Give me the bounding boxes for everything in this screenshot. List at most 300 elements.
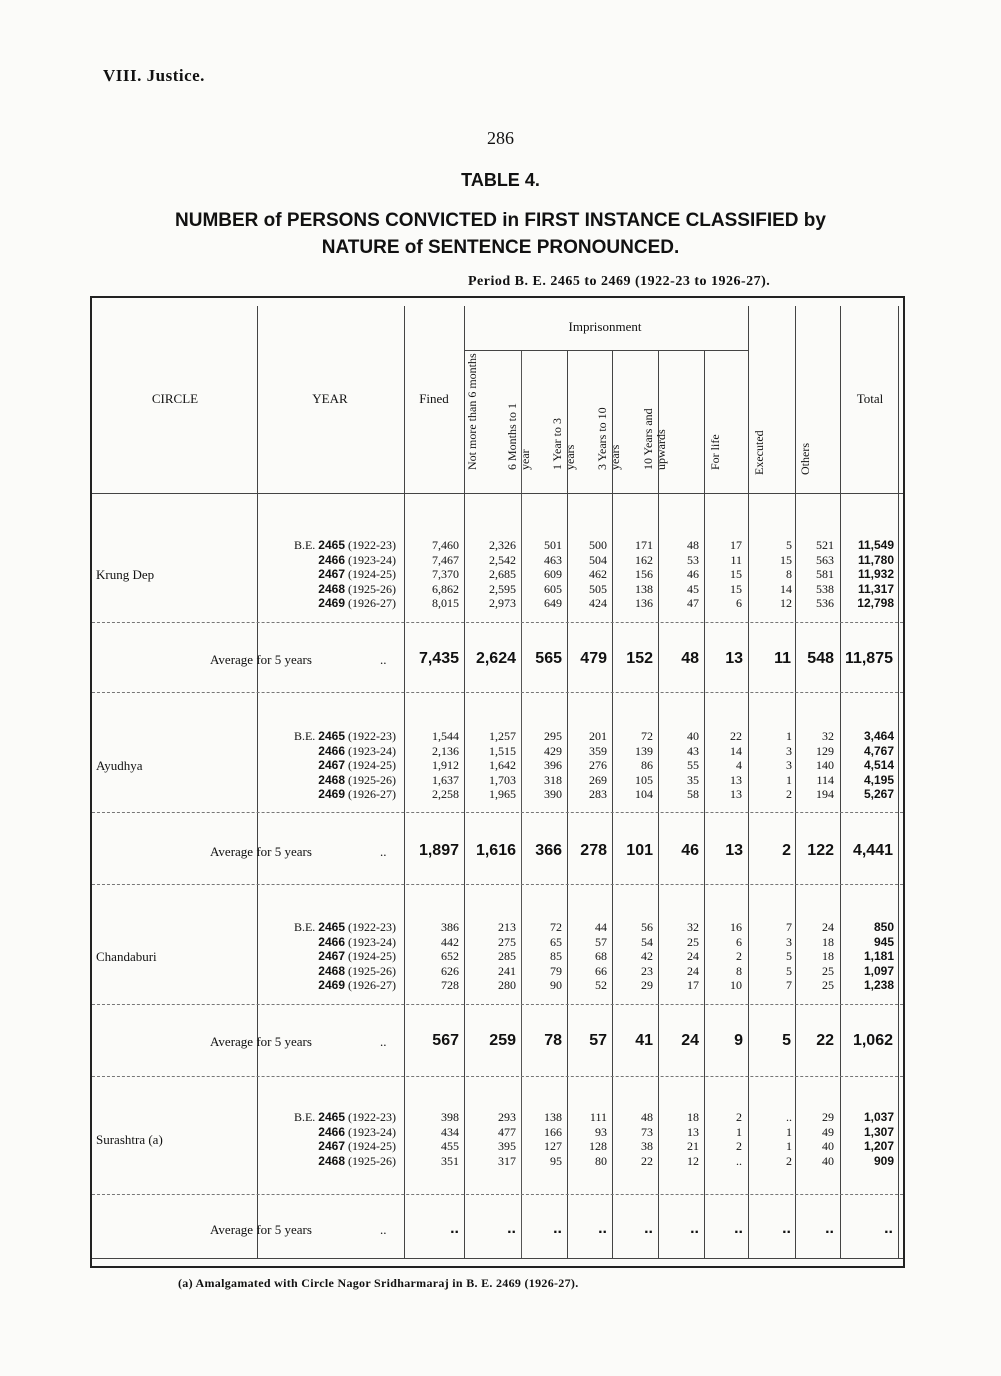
average-cell: 259 xyxy=(489,1032,516,1049)
col-header-c5: 10 Years and upwards xyxy=(641,408,668,470)
c5-cell: 45 xyxy=(687,581,699,596)
c3-cell: 269 xyxy=(589,772,607,787)
fined-cell: 652 xyxy=(441,949,459,963)
average-label: Average for 5 years xyxy=(210,1034,312,1049)
executed-cell: 7 xyxy=(786,920,792,934)
c3-cell: 505 xyxy=(589,581,607,596)
total-cell: 1,037 xyxy=(863,1110,894,1124)
c2-cell: 166 xyxy=(544,1124,562,1139)
total-cell: 945 xyxy=(873,934,894,949)
average-cell: 9 xyxy=(734,1032,743,1049)
c4-cell: 42 xyxy=(641,949,653,963)
average-cell: .. xyxy=(782,1220,791,1237)
fined-cell: 386 xyxy=(441,920,459,934)
executed-cell: 7 xyxy=(786,978,792,992)
c5-cell: 47 xyxy=(687,596,699,610)
c5-cell: 13 xyxy=(687,1124,699,1139)
average-cell: 13 xyxy=(725,842,743,859)
c3-cell: 201 xyxy=(589,729,607,743)
col-header-c2: 6 Months to 1 year xyxy=(505,402,532,470)
year-cell: 2466 (1923-24) xyxy=(318,1124,396,1139)
c5-cell: 43 xyxy=(687,743,699,758)
c6-cell: .. xyxy=(736,1153,742,1168)
c5-cell: 32 xyxy=(687,920,699,934)
col-header-executed: Executed xyxy=(752,430,766,475)
fined-cell: 7,460 xyxy=(432,538,459,552)
c6-cell: 2 xyxy=(736,1110,742,1124)
section-title: VIII. Justice. xyxy=(103,66,205,85)
col-divider xyxy=(704,350,705,1258)
year-cell: 2468 (1925-26) xyxy=(318,963,396,978)
average-label: Average for 5 years xyxy=(210,844,312,859)
c4-cell: 86 xyxy=(641,758,653,772)
total-cell: 3,464 xyxy=(863,729,894,743)
col-header-total: Total xyxy=(856,391,884,406)
average-cell: .. xyxy=(507,1220,516,1237)
c2-cell: 318 xyxy=(544,772,562,787)
c4-cell: 23 xyxy=(641,963,653,978)
c1-cell: 395 xyxy=(498,1139,516,1153)
average-cell: 4,441 xyxy=(852,842,893,859)
c3-cell: 500 xyxy=(589,538,607,552)
c2-cell: 396 xyxy=(544,758,562,772)
col-divider xyxy=(404,306,405,1258)
c6-cell: 2 xyxy=(736,949,742,963)
others-cell: 18 xyxy=(822,934,834,949)
executed-cell: 12 xyxy=(780,596,792,610)
c1-cell: 2,542 xyxy=(489,552,516,567)
fined-cell: 434 xyxy=(441,1124,459,1139)
average-cell: 548 xyxy=(807,650,834,667)
executed-cell: 3 xyxy=(786,758,792,772)
c5-cell: 24 xyxy=(687,963,699,978)
year-cell: 2467 (1924-25) xyxy=(318,1139,396,1153)
total-cell: 4,767 xyxy=(863,743,894,758)
average-label: Average for 5 years xyxy=(210,1222,312,1237)
c2-cell: 72 xyxy=(550,920,562,934)
c4-cell: 38 xyxy=(641,1139,653,1153)
year-cell: 2467 (1924-25) xyxy=(318,567,396,581)
average-cell: .. xyxy=(598,1220,607,1237)
c6-cell: 14 xyxy=(730,743,742,758)
c2-cell: 138 xyxy=(544,1110,562,1124)
fined-cell: 6,862 xyxy=(432,581,459,596)
c4-cell: 105 xyxy=(635,772,653,787)
executed-cell: 2 xyxy=(786,1153,792,1168)
c6-cell: 6 xyxy=(736,596,742,610)
average-cell: 479 xyxy=(580,650,607,667)
row-separator xyxy=(92,1004,903,1005)
c6-cell: 10 xyxy=(730,978,742,992)
average-cell: 11,875 xyxy=(844,650,893,667)
fined-cell: 351 xyxy=(441,1153,459,1168)
c2-cell: 390 xyxy=(544,787,562,801)
row-separator xyxy=(92,812,903,813)
fined-cell: 728 xyxy=(441,978,459,992)
c5-cell: 55 xyxy=(687,758,699,772)
others-cell: 140 xyxy=(816,758,834,772)
c6-cell: 1 xyxy=(736,1124,742,1139)
executed-cell: 1 xyxy=(786,1139,792,1153)
row-separator xyxy=(92,1194,903,1195)
c6-cell: 4 xyxy=(736,758,742,772)
total-cell: 12,798 xyxy=(857,596,894,610)
c6-cell: 13 xyxy=(730,787,742,801)
fined-cell: 442 xyxy=(441,934,459,949)
executed-cell: 2 xyxy=(786,787,792,801)
c3-cell: 52 xyxy=(595,978,607,992)
executed-cell: 5 xyxy=(786,963,792,978)
c4-cell: 171 xyxy=(635,538,653,552)
c5-cell: 17 xyxy=(687,978,699,992)
average-cell: 1,897 xyxy=(418,842,459,859)
c4-cell: 29 xyxy=(641,978,653,992)
others-cell: 581 xyxy=(816,567,834,581)
c3-cell: 93 xyxy=(595,1124,607,1139)
others-cell: 49 xyxy=(822,1124,834,1139)
fined-cell: 1,912 xyxy=(432,758,459,772)
average-cell: 13 xyxy=(725,650,743,667)
c4-cell: 162 xyxy=(635,552,653,567)
c1-cell: 280 xyxy=(498,978,516,992)
col-divider xyxy=(521,350,522,1258)
c4-cell: 104 xyxy=(635,787,653,801)
year-cell: 2468 (1925-26) xyxy=(318,772,396,787)
c5-cell: 24 xyxy=(687,949,699,963)
fined-cell: 7,370 xyxy=(432,567,459,581)
average-cell: 11 xyxy=(774,650,791,667)
row-separator xyxy=(92,622,903,623)
table-bottom-rule xyxy=(92,1258,903,1259)
c4-cell: 56 xyxy=(641,920,653,934)
circle-name: Surashtra (a) xyxy=(96,1131,163,1147)
c2-cell: 79 xyxy=(550,963,562,978)
total-cell: 1,097 xyxy=(863,963,894,978)
average-cell: 2,624 xyxy=(475,650,516,667)
fined-cell: 7,467 xyxy=(432,552,459,567)
c6-cell: 6 xyxy=(736,934,742,949)
others-cell: 25 xyxy=(822,978,834,992)
executed-cell: .. xyxy=(786,1110,792,1124)
col-header-c4: 3 Years to 10 years xyxy=(595,407,622,470)
c3-cell: 111 xyxy=(589,1110,607,1124)
average-cell: .. xyxy=(734,1220,743,1237)
c3-cell: 462 xyxy=(589,567,607,581)
c6-cell: 15 xyxy=(730,581,742,596)
others-cell: 521 xyxy=(816,538,834,552)
c4-cell: 136 xyxy=(635,596,653,610)
row-separator xyxy=(92,692,903,693)
col-divider xyxy=(658,350,659,1258)
c3-cell: 504 xyxy=(589,552,607,567)
average-cell: 2 xyxy=(782,842,791,859)
average-dots: .. xyxy=(380,844,387,859)
c3-cell: 57 xyxy=(595,934,607,949)
total-cell: 11,549 xyxy=(857,538,894,552)
imprisonment-underline xyxy=(464,350,748,351)
c2-cell: 429 xyxy=(544,743,562,758)
c3-cell: 80 xyxy=(595,1153,607,1168)
c2-cell: 127 xyxy=(544,1139,562,1153)
c1-cell: 2,973 xyxy=(489,596,516,610)
year-cell: B.E. 2465 (1922-23) xyxy=(293,538,396,552)
c6-cell: 13 xyxy=(730,772,742,787)
c3-cell: 283 xyxy=(589,787,607,801)
fined-cell: 2,258 xyxy=(432,787,459,801)
c1-cell: 275 xyxy=(498,934,516,949)
total-cell: 1,238 xyxy=(863,978,894,992)
c2-cell: 65 xyxy=(550,934,562,949)
executed-cell: 15 xyxy=(780,552,792,567)
circle-name: Krung Dep xyxy=(96,567,155,582)
average-dots: .. xyxy=(380,652,387,667)
others-cell: 25 xyxy=(822,963,834,978)
total-cell: 1,181 xyxy=(863,949,894,963)
total-cell: 11,780 xyxy=(857,552,894,567)
footnote: (a) Amalgamated with Circle Nagor Sridharmaraj in B. E. 2469 (1926-27). xyxy=(178,1276,579,1290)
col-divider xyxy=(567,350,568,1258)
year-cell: B.E. 2465 (1922-23) xyxy=(293,920,396,934)
c2-cell: 501 xyxy=(544,538,562,552)
average-cell: 1,062 xyxy=(852,1032,893,1049)
average-dots: .. xyxy=(380,1034,387,1049)
c2-cell: 85 xyxy=(550,949,562,963)
c4-cell: 139 xyxy=(635,743,653,758)
col-header-c3: 1 Year to 3 years xyxy=(550,417,577,470)
others-cell: 24 xyxy=(822,920,834,934)
c2-cell: 649 xyxy=(544,596,562,610)
col-header-others: Others xyxy=(798,443,812,475)
c1-cell: 1,642 xyxy=(489,758,516,772)
total-cell: 850 xyxy=(873,920,894,934)
average-cell: 24 xyxy=(681,1032,699,1049)
others-cell: 563 xyxy=(816,552,834,567)
year-cell: 2469 (1926-27) xyxy=(318,978,396,992)
average-cell: 565 xyxy=(535,650,562,667)
total-cell: 4,195 xyxy=(863,772,894,787)
c6-cell: 2 xyxy=(736,1139,742,1153)
average-cell: 567 xyxy=(432,1032,459,1049)
c6-cell: 17 xyxy=(730,538,742,552)
average-cell: .. xyxy=(690,1220,699,1237)
average-cell: 101 xyxy=(626,842,653,859)
c5-cell: 48 xyxy=(687,538,699,552)
period-label: Period B. E. 2465 to 2469 (1922-23 to 1926-27). xyxy=(468,274,771,289)
c6-cell: 11 xyxy=(730,552,742,567)
col-divider xyxy=(795,306,796,1258)
total-cell: 909 xyxy=(873,1153,894,1168)
average-cell: 22 xyxy=(816,1032,834,1049)
c1-cell: 1,257 xyxy=(489,729,516,743)
col-header-circle: CIRCLE xyxy=(151,391,199,406)
executed-cell: 1 xyxy=(786,1124,792,1139)
fined-cell: 2,136 xyxy=(432,743,459,758)
total-cell: 11,317 xyxy=(857,581,894,596)
c4-cell: 54 xyxy=(641,934,653,949)
row-separator xyxy=(92,1076,903,1077)
average-cell: 41 xyxy=(635,1032,653,1049)
others-cell: 40 xyxy=(822,1153,834,1168)
average-cell: 7,435 xyxy=(418,650,459,667)
col-header-year: YEAR xyxy=(312,391,348,406)
executed-cell: 8 xyxy=(786,567,792,581)
c1-cell: 293 xyxy=(498,1110,516,1124)
c4-cell: 156 xyxy=(635,567,653,581)
others-cell: 40 xyxy=(822,1139,834,1153)
col-header-imprisonment: Imprisonment xyxy=(568,319,642,334)
c5-cell: 18 xyxy=(687,1110,699,1124)
c3-cell: 68 xyxy=(595,949,607,963)
others-cell: 18 xyxy=(822,949,834,963)
average-cell: .. xyxy=(884,1220,893,1237)
col-divider xyxy=(840,306,841,1258)
fined-cell: 398 xyxy=(441,1110,459,1124)
year-cell: 2467 (1924-25) xyxy=(318,758,396,772)
c1-cell: 2,685 xyxy=(489,567,516,581)
c3-cell: 128 xyxy=(589,1139,607,1153)
c6-cell: 15 xyxy=(730,567,742,581)
c4-cell: 138 xyxy=(635,581,653,596)
others-cell: 194 xyxy=(816,787,834,801)
average-cell: .. xyxy=(553,1220,562,1237)
average-cell: .. xyxy=(644,1220,653,1237)
average-cell: 48 xyxy=(681,650,699,667)
average-cell: 46 xyxy=(681,842,699,859)
year-cell: B.E. 2465 (1922-23) xyxy=(293,1110,396,1124)
fined-cell: 8,015 xyxy=(432,596,459,610)
c2-cell: 609 xyxy=(544,567,562,581)
c4-cell: 48 xyxy=(641,1110,653,1124)
executed-cell: 1 xyxy=(786,772,792,787)
executed-cell: 5 xyxy=(786,949,792,963)
others-cell: 538 xyxy=(816,581,834,596)
fined-cell: 1,544 xyxy=(432,729,459,743)
average-cell: .. xyxy=(450,1220,459,1237)
c6-cell: 8 xyxy=(736,963,742,978)
col-divider xyxy=(612,350,613,1258)
col-header-c1: Not more than 6 months xyxy=(465,353,479,470)
average-cell: 366 xyxy=(535,842,562,859)
col-header-fined: Fined xyxy=(419,391,449,406)
col-header-c6: For life xyxy=(708,434,722,470)
average-dots: .. xyxy=(380,1222,387,1237)
year-cell: 2466 (1923-24) xyxy=(318,934,396,949)
c5-cell: 21 xyxy=(687,1139,699,1153)
c1-cell: 1,965 xyxy=(489,787,516,801)
c5-cell: 25 xyxy=(687,934,699,949)
c4-cell: 22 xyxy=(641,1153,653,1168)
others-cell: 32 xyxy=(822,729,834,743)
c6-cell: 16 xyxy=(730,920,742,934)
average-cell: 278 xyxy=(580,842,607,859)
executed-cell: 1 xyxy=(786,729,792,743)
circle-name: Chandaburi xyxy=(96,949,157,964)
c3-cell: 359 xyxy=(589,743,607,758)
year-cell: 2469 (1926-27) xyxy=(318,596,396,610)
c2-cell: 90 xyxy=(550,978,562,992)
average-cell: 57 xyxy=(589,1032,607,1049)
table-heading-line2: NATURE of SENTENCE PRONOUNCED. xyxy=(321,237,680,258)
year-cell: B.E. 2465 (1922-23) xyxy=(293,729,396,743)
c2-cell: 463 xyxy=(544,552,562,567)
c6-cell: 22 xyxy=(730,729,742,743)
others-cell: 29 xyxy=(822,1110,834,1124)
fined-cell: 455 xyxy=(441,1139,459,1153)
c3-cell: 424 xyxy=(589,596,607,610)
c1-cell: 285 xyxy=(498,949,516,963)
year-cell: 2468 (1925-26) xyxy=(318,581,396,596)
table-heading-line1: NUMBER of PERSONS CONVICTED in FIRST INSTANCE CLASSIFIED by xyxy=(175,210,826,231)
executed-cell: 3 xyxy=(786,743,792,758)
c1-cell: 477 xyxy=(498,1124,516,1139)
average-cell: 5 xyxy=(782,1032,791,1049)
c4-cell: 73 xyxy=(641,1124,653,1139)
average-cell: 122 xyxy=(807,842,834,859)
c4-cell: 72 xyxy=(641,729,653,743)
c3-cell: 66 xyxy=(595,963,607,978)
c1-cell: 2,326 xyxy=(489,538,516,552)
executed-cell: 14 xyxy=(780,581,792,596)
c1-cell: 241 xyxy=(498,963,516,978)
c5-cell: 35 xyxy=(687,772,699,787)
col-divider xyxy=(257,306,258,1258)
c1-cell: 213 xyxy=(498,920,516,934)
year-cell: 2466 (1923-24) xyxy=(318,743,396,758)
c3-cell: 276 xyxy=(589,758,607,772)
total-cell: 1,207 xyxy=(863,1139,894,1153)
year-cell: 2467 (1924-25) xyxy=(318,949,396,963)
col-divider xyxy=(898,306,899,1258)
executed-cell: 3 xyxy=(786,934,792,949)
c5-cell: 46 xyxy=(687,567,699,581)
year-cell: 2469 (1926-27) xyxy=(318,787,396,801)
fined-cell: 626 xyxy=(441,963,459,978)
c5-cell: 53 xyxy=(687,552,699,567)
year-cell: 2468 (1925-26) xyxy=(318,1153,396,1168)
executed-cell: 5 xyxy=(786,538,792,552)
c2-cell: 605 xyxy=(544,581,562,596)
c5-cell: 12 xyxy=(687,1153,699,1168)
row-separator xyxy=(92,884,903,885)
fined-cell: 1,637 xyxy=(432,772,459,787)
others-cell: 114 xyxy=(816,772,834,787)
c1-cell: 1,703 xyxy=(489,772,516,787)
c1-cell: 1,515 xyxy=(489,743,516,758)
c5-cell: 58 xyxy=(687,787,699,801)
total-cell: 5,267 xyxy=(863,787,894,801)
average-label: Average for 5 years xyxy=(210,652,312,667)
average-cell: 78 xyxy=(544,1032,562,1049)
table-title: TABLE 4. xyxy=(461,170,540,190)
total-cell: 1,307 xyxy=(863,1124,894,1139)
c5-cell: 40 xyxy=(687,729,699,743)
col-divider xyxy=(748,306,749,1258)
page-number: 286 xyxy=(487,128,514,148)
c1-cell: 2,595 xyxy=(489,581,516,596)
circle-name: Ayudhya xyxy=(96,758,143,773)
c2-cell: 95 xyxy=(550,1153,562,1168)
average-cell: .. xyxy=(825,1220,834,1237)
c2-cell: 295 xyxy=(544,729,562,743)
c3-cell: 44 xyxy=(595,920,607,934)
average-cell: 152 xyxy=(626,650,653,667)
total-cell: 4,514 xyxy=(863,758,894,772)
total-cell: 11,932 xyxy=(857,567,894,581)
others-cell: 129 xyxy=(816,743,834,758)
header-bottom-rule xyxy=(92,493,903,494)
average-cell: 1,616 xyxy=(475,842,516,859)
c1-cell: 317 xyxy=(498,1153,516,1168)
